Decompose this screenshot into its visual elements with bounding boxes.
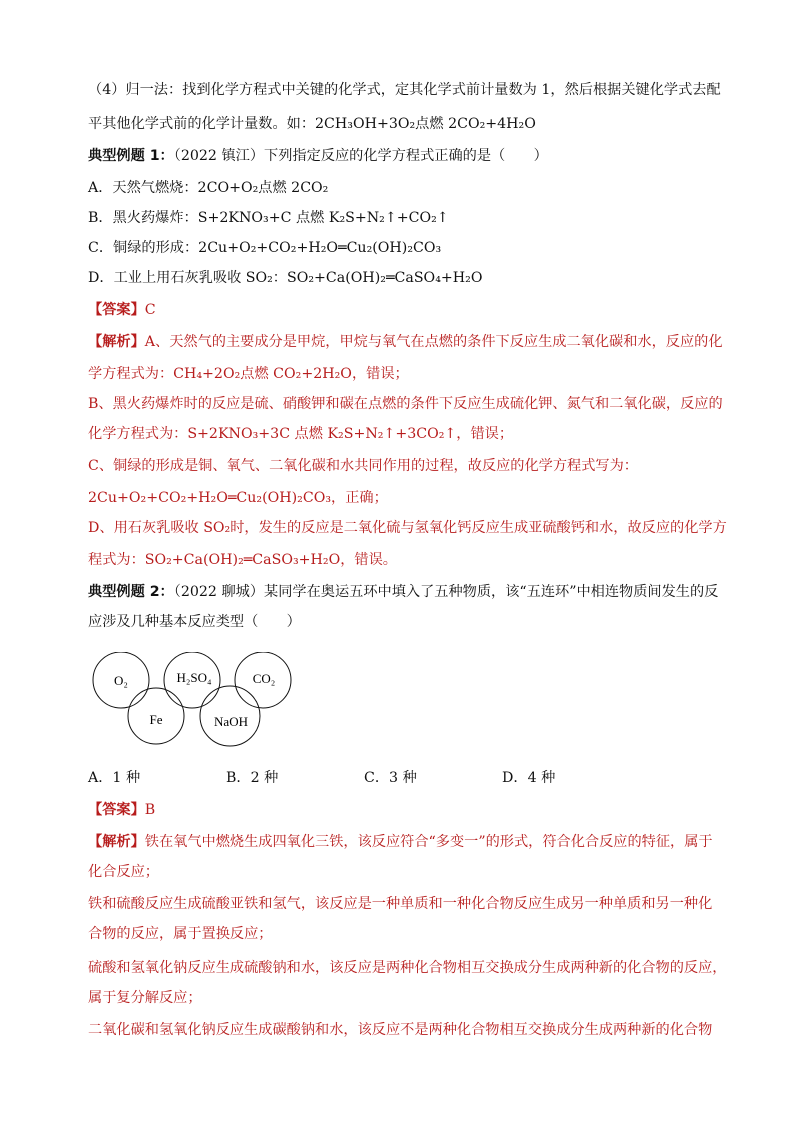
example1-analysis-line: 化学方程式为：S+2KNO₃+3C 点燃 K₂S+N₂↑+3CO₂↑，错误；	[88, 426, 514, 442]
example2-analysis-line: 铁和硫酸反应生成硫酸亚铁和氢气，该反应是一种单质和一种化合物反应生成另一种单质和另一种化	[88, 896, 713, 912]
intro-line-2: 平其他化学式前的化学计量数。如：2CH₃OH+3O₂点燃 2CO₂+4H₂O	[88, 116, 536, 132]
example1-question: （2022 镇江）下列指定反应的化学方程式正确的是（ ）	[173, 148, 548, 164]
label-h2so4: H₂SO₄	[176, 670, 212, 685]
example1-option-b: B．黑火药爆炸：S+2KNO₃+C 点燃 K₂S+N₂↑+CO₂↑	[88, 210, 449, 226]
analysis-tag: 【解析】	[88, 834, 145, 850]
answer-tag: 【答案】	[88, 302, 145, 318]
example2-analysis-line: 属于复分解反应；	[88, 990, 202, 1006]
example2-label: 典型例题 2：	[88, 584, 174, 600]
example1-analysis-line: C、铜绿的形成是铜、氧气、二氧化碳和水共同作用的过程，故反应的化学方程式写为：	[88, 458, 638, 474]
answer-value: B	[144, 802, 156, 818]
five-rings-diagram	[88, 652, 308, 752]
example1-option-a: A．天然气燃烧：2CO+O₂点燃 2CO₂	[88, 180, 329, 196]
analysis-text: A、天然气的主要成分是甲烷，甲烷与氧气在点燃的条件下反应生成二氧化碳和水，反应的化	[144, 334, 723, 350]
label-fe: Fe	[149, 712, 163, 727]
example1-analysis-line: D、用石灰乳吸收 SO₂时，发生的反应是二氧化硫与氢氧化钙反应生成亚硫酸钙和水，故反应的化学方	[88, 520, 727, 536]
answer-value: C	[144, 302, 156, 318]
example1-option-d: D．工业上用石灰乳吸收 SO₂：SO₂+Ca(OH)₂═CaSO₄+H₂O	[88, 270, 483, 286]
analysis-tag: 【解析】	[88, 334, 145, 350]
option-d: D．4 种	[502, 770, 556, 786]
label-naoh: NaOH	[214, 714, 248, 729]
label-o2: O₂	[114, 673, 128, 688]
example2-heading	[88, 582, 718, 602]
example2-analysis-line: 化合反应；	[88, 864, 159, 880]
example2-question: （2022 聊城）某同学在奥运五环中填入了五种物质，该“五连环”中相连物质间发生的反	[173, 584, 719, 600]
example1-answer	[88, 300, 156, 320]
example1-analysis-line: 学方程式为：CH₄+2O₂点燃 CO₂+2H₂O，错误；	[88, 366, 409, 382]
option-b: B．2 种	[226, 770, 279, 786]
example1-heading	[88, 146, 548, 166]
example2-analysis-line: 硫酸和氢氧化钠反应生成硫酸钠和水，该反应是两种化合物相互交换成分生成两种新的化合物的反应，	[88, 960, 727, 976]
example1-analysis-line: B、黑火药爆炸时的反应是硫、硝酸钾和碳在点燃的条件下反应生成硫化钾、氮气和二氧化碳，反应的	[88, 396, 723, 412]
example2-analysis-line	[88, 832, 713, 852]
option-c: C．3 种	[364, 770, 417, 786]
answer-tag: 【答案】	[88, 802, 145, 818]
example2-options	[88, 768, 555, 788]
option-a: A．1 种	[88, 770, 141, 786]
intro-line-1: （4）归一法：找到化学方程式中关键的化学式，定其化学式前计量数为 1，然后根据关键化学式去配	[88, 82, 721, 98]
example2-analysis-line: 合物的反应，属于置换反应；	[88, 926, 273, 942]
example1-analysis-line: 2Cu+O₂+CO₂+H₂O═Cu₂(OH)₂CO₃，正确；	[88, 490, 388, 506]
example2-answer	[88, 800, 155, 820]
example2-analysis-line: 二氧化碳和氢氧化钠反应生成碳酸钠和水，该反应不是两种化合物相互交换成分生成两种新的化合物	[88, 1022, 713, 1038]
analysis-text: 铁在氧气中燃烧生成四氧化三铁，该反应符合“多变一”的形式，符合化合反应的特征，属于	[144, 834, 713, 850]
example1-analysis-line	[88, 332, 723, 352]
example1-option-c: C．铜绿的形成：2Cu+O₂+CO₂+H₂O═Cu₂(OH)₂CO₃	[88, 240, 442, 256]
label-co2: CO₂	[252, 671, 276, 686]
example1-analysis-line: 程式为：SO₂+Ca(OH)₂═CaSO₃+H₂O，错误。	[88, 552, 397, 568]
example2-question-cont: 应涉及几种基本反应类型（ ）	[88, 614, 301, 630]
example1-label: 典型例题 1：	[88, 148, 174, 164]
